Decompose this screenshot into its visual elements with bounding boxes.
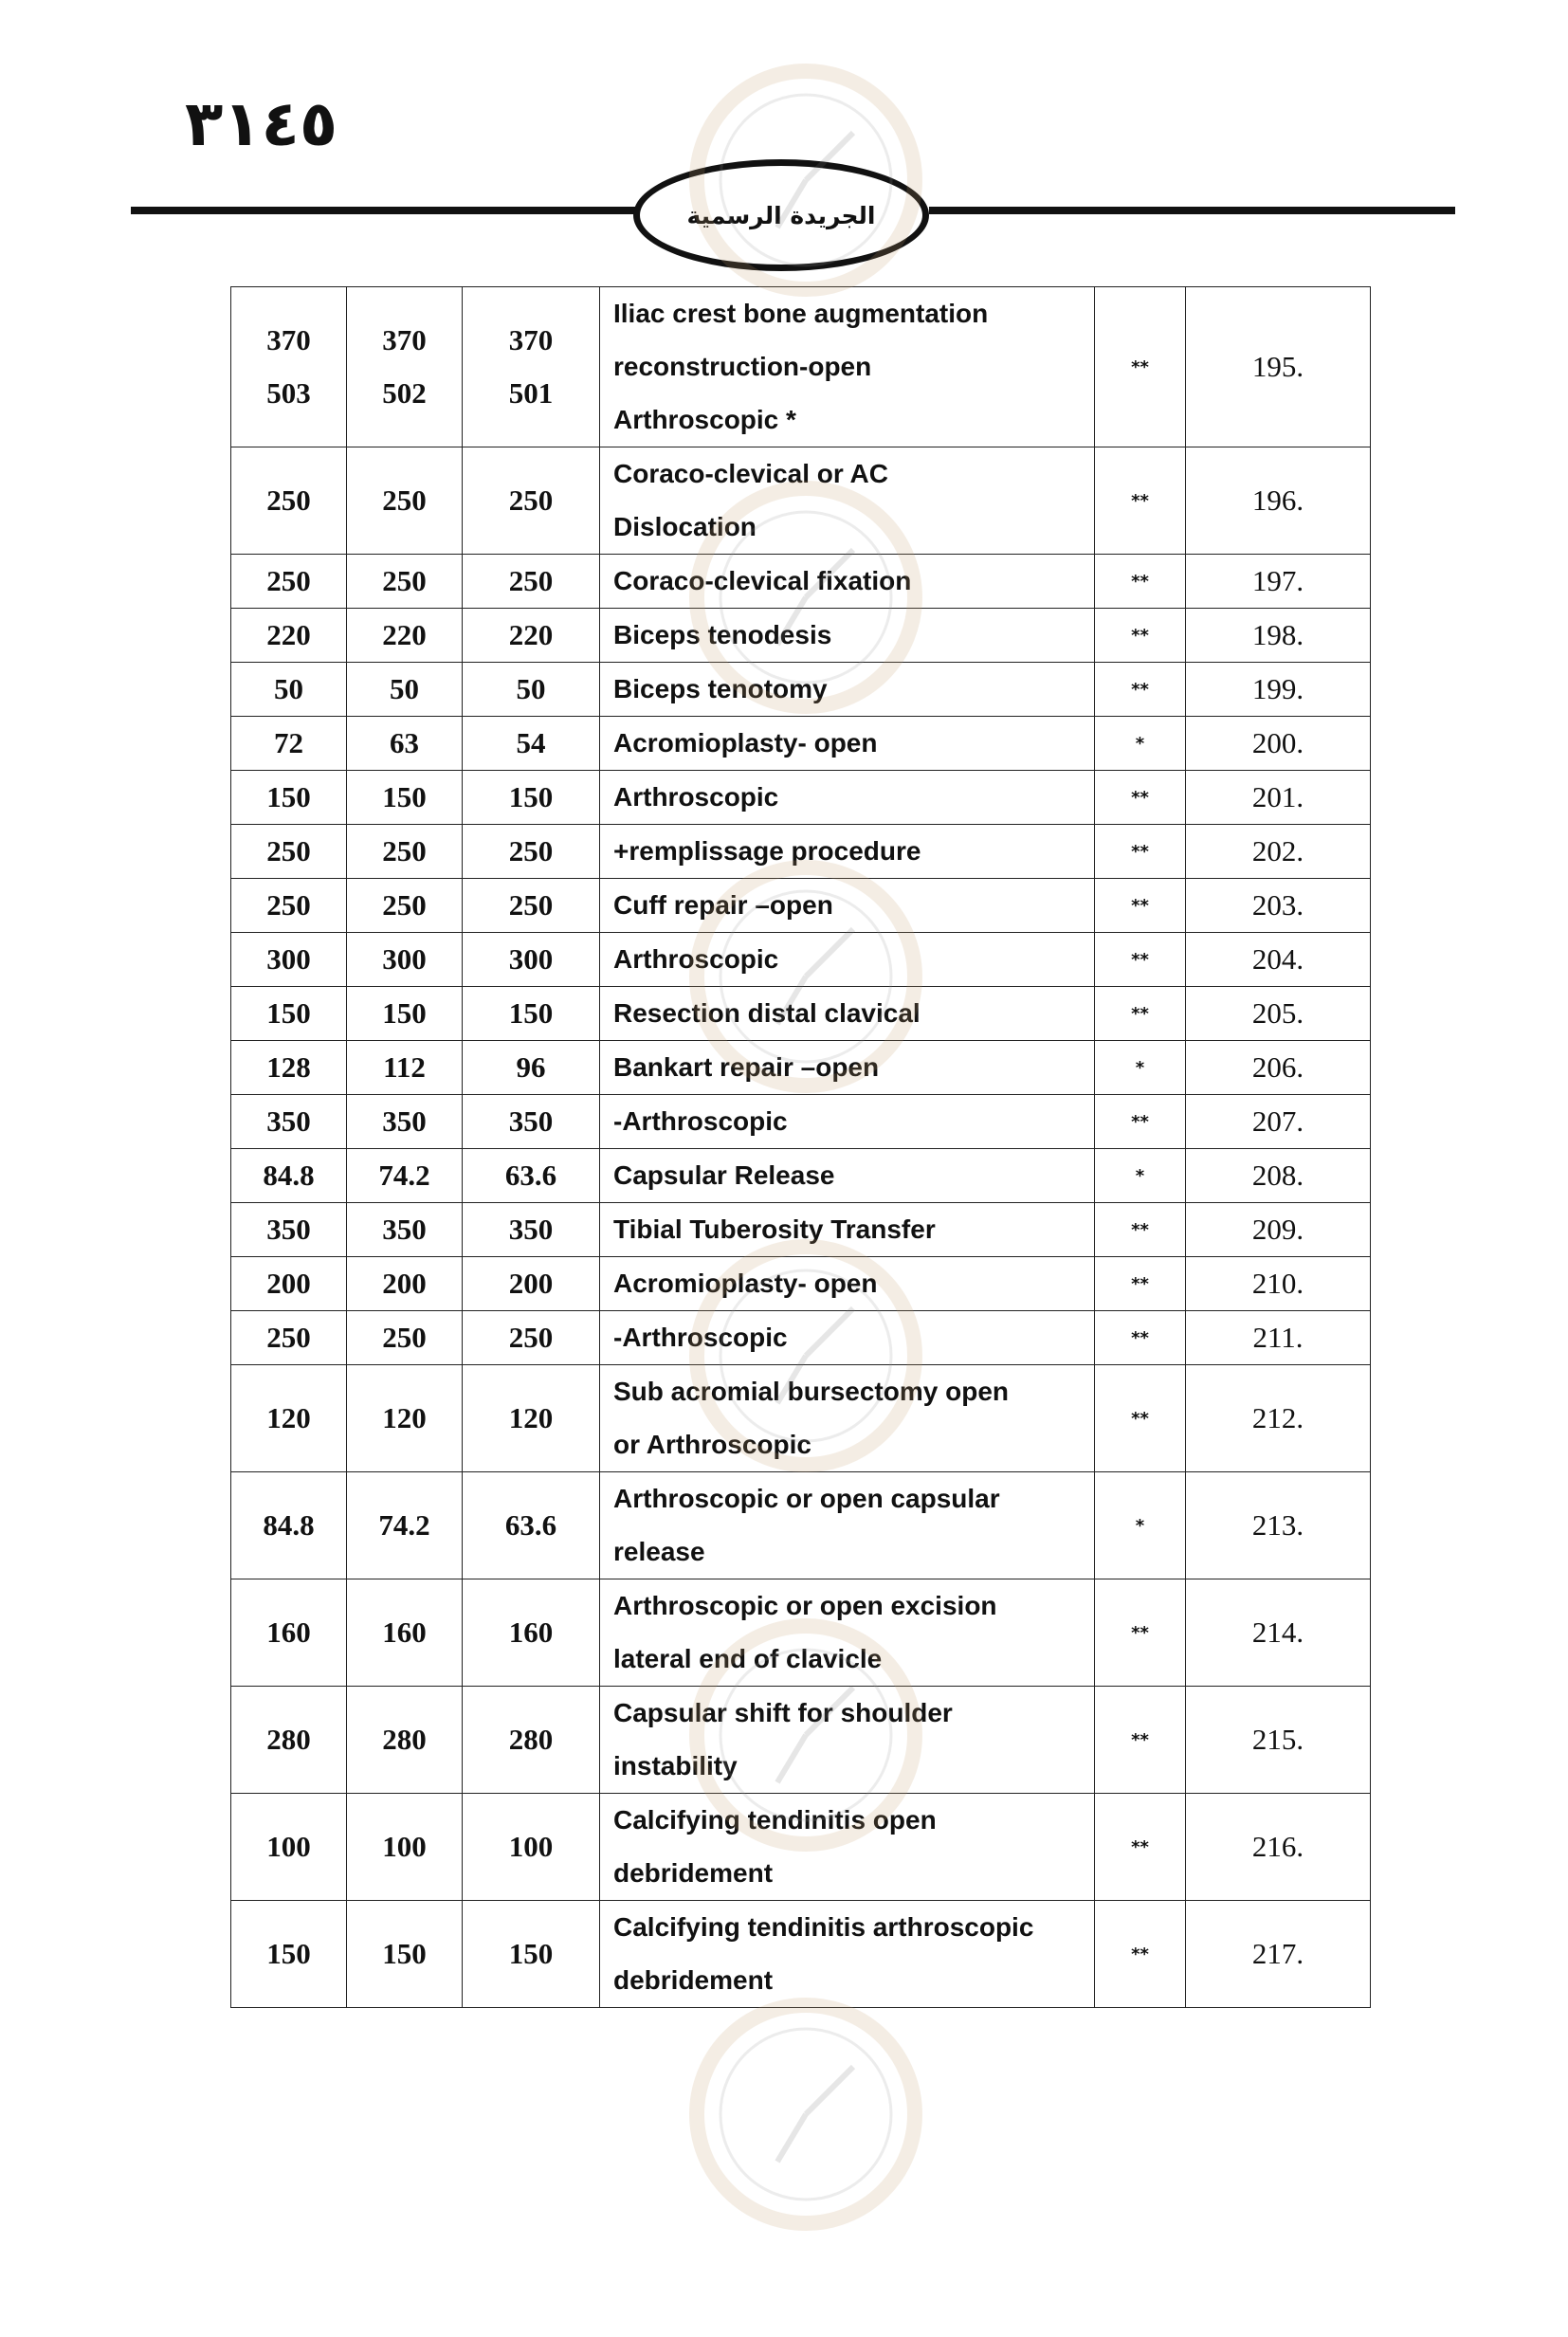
category-mark: ** — [1095, 287, 1186, 447]
table-row — [231, 663, 1371, 717]
category-mark: ** — [1095, 879, 1186, 933]
header-rule-left — [131, 207, 639, 214]
fee-cell-3 — [463, 1687, 600, 1794]
procedure-description — [600, 1579, 1095, 1687]
category-mark: ** — [1095, 1794, 1186, 1901]
fee-cell-1-value: 100 — [266, 1830, 311, 1863]
fee-cell-3-value: 63.6 — [504, 1159, 557, 1192]
category-mark: * — [1095, 717, 1186, 771]
fee-cell-2-value: 250 — [382, 888, 427, 922]
fee-cell-1-value: 300 — [266, 942, 311, 976]
procedure-description-line: -Arthroscopic — [613, 1323, 788, 1352]
table-row — [231, 1311, 1371, 1365]
fee-cell-1 — [231, 1041, 347, 1095]
fee-cell-3-value: 370 — [508, 323, 554, 356]
table-row — [231, 1257, 1371, 1311]
fee-cell-1 — [231, 663, 347, 717]
procedure-description-line: Capsular shift for shoulder — [613, 1698, 953, 1727]
fee-cell-2-value: 250 — [382, 1321, 427, 1354]
category-mark: ** — [1095, 1257, 1186, 1311]
row-index: 210. — [1186, 1257, 1371, 1311]
procedure-description-line: Arthroscopic * — [613, 405, 796, 434]
procedure-description-line: Iliac crest bone augmentation — [613, 299, 989, 328]
fee-cell-1-value: 250 — [266, 1321, 311, 1354]
row-index: 196. — [1186, 447, 1371, 555]
fee-cell-2 — [347, 1095, 463, 1149]
fee-cell-3 — [463, 1365, 600, 1472]
procedure-description — [600, 1901, 1095, 2008]
watermark-logo — [493, 1972, 1100, 2332]
fee-cell-2-value: 112 — [383, 1050, 426, 1084]
procedure-description-line: Arthroscopic — [613, 944, 779, 974]
fee-cell-2-value: 370 — [382, 323, 427, 356]
fee-cell-2 — [347, 1365, 463, 1472]
fee-cell-1-value: 220 — [266, 618, 311, 651]
fee-cell-2-value: 150 — [382, 780, 427, 813]
fee-cell-2 — [347, 1687, 463, 1794]
fee-cell-3 — [463, 447, 600, 555]
fee-cell-3 — [463, 717, 600, 771]
fee-cell-1 — [231, 879, 347, 933]
fee-cell-1-value: 84.8 — [263, 1508, 315, 1542]
fee-cell-2 — [347, 1794, 463, 1901]
table-row — [231, 1365, 1371, 1472]
fee-cell-2-value: 250 — [382, 484, 427, 517]
row-index: 201. — [1186, 771, 1371, 825]
table-row — [231, 1579, 1371, 1687]
procedure-description — [600, 447, 1095, 555]
table-row — [231, 1095, 1371, 1149]
category-mark: ** — [1095, 1687, 1186, 1794]
fee-cell-2-value: 150 — [382, 1937, 427, 1970]
fee-cell-1 — [231, 1365, 347, 1472]
row-index: 200. — [1186, 717, 1371, 771]
fee-cell-2 — [347, 1203, 463, 1257]
fee-cell-1 — [231, 555, 347, 609]
procedure-description-line: Bankart repair –open — [613, 1052, 880, 1082]
fee-cell-1-value: 200 — [266, 1267, 311, 1300]
fee-cell-2 — [347, 447, 463, 555]
procedure-description-line: +remplissage procedure — [613, 836, 921, 866]
category-mark: ** — [1095, 1311, 1186, 1365]
table-row — [231, 1794, 1371, 1901]
fee-cell-3 — [463, 1257, 600, 1311]
table-row — [231, 1149, 1371, 1203]
procedure-description — [600, 1203, 1095, 1257]
fee-cell-1 — [231, 1257, 347, 1311]
procedure-description-line: Arthroscopic or open capsular — [613, 1484, 1000, 1513]
row-index: 209. — [1186, 1203, 1371, 1257]
procedure-description-line: release — [613, 1537, 705, 1566]
fee-cell-3 — [463, 987, 600, 1041]
fee-cell-1 — [231, 609, 347, 663]
fee-cell-3 — [463, 1095, 600, 1149]
fee-cell-3-value: 250 — [508, 484, 554, 517]
fee-cell-2-value: 63 — [390, 726, 419, 759]
fee-cell-3 — [463, 287, 600, 447]
fee-cell-1 — [231, 1794, 347, 1901]
row-index: 203. — [1186, 879, 1371, 933]
procedure-description-line: or Arthroscopic — [613, 1430, 811, 1459]
fee-cell-1 — [231, 1203, 347, 1257]
fee-cell-3 — [463, 771, 600, 825]
fee-cell-3-value: 120 — [508, 1401, 554, 1434]
fee-cell-1-value: 280 — [266, 1723, 311, 1756]
table-row — [231, 1901, 1371, 2008]
procedure-description-line: Calcifying tendinitis open — [613, 1805, 937, 1835]
row-index: 213. — [1186, 1472, 1371, 1579]
fee-cell-2-value: 120 — [382, 1401, 427, 1434]
fee-cell-2 — [347, 879, 463, 933]
clock-icon — [493, 1972, 1100, 2332]
category-mark: ** — [1095, 447, 1186, 555]
procedure-description-line: Dislocation — [613, 512, 757, 541]
fee-cell-3-value: 350 — [508, 1105, 554, 1138]
table-row — [231, 1203, 1371, 1257]
fee-cell-1-value: 250 — [266, 484, 311, 517]
fee-cell-1-value: 250 — [266, 834, 311, 867]
procedure-description — [600, 555, 1095, 609]
fee-cell-3-value: 501 — [508, 376, 554, 410]
fee-cell-1-value: 160 — [266, 1616, 311, 1649]
fee-cell-1 — [231, 1095, 347, 1149]
fee-cell-1-value: 72 — [274, 726, 303, 759]
fee-cell-3-value: 250 — [508, 834, 554, 867]
procedure-description-line: Coraco-clevical or AC — [613, 459, 888, 488]
procedure-description-line: Biceps tenodesis — [613, 620, 832, 649]
procedure-description-line: Tibial Tuberosity Transfer — [613, 1214, 936, 1244]
procedure-description — [600, 879, 1095, 933]
procedure-description — [600, 1041, 1095, 1095]
fee-cell-3-value: 220 — [508, 618, 554, 651]
fee-cell-3 — [463, 1311, 600, 1365]
fee-table-container — [230, 286, 1370, 2008]
row-index: 212. — [1186, 1365, 1371, 1472]
fee-cell-2-value: 74.2 — [378, 1508, 430, 1542]
procedure-description-line: lateral end of clavicle — [613, 1644, 883, 1673]
procedure-description — [600, 663, 1095, 717]
procedure-description-line: debridement — [613, 1858, 774, 1888]
table-row — [231, 447, 1371, 555]
fee-cell-2-value: 350 — [382, 1105, 427, 1138]
fee-cell-1-value: 503 — [266, 376, 311, 410]
fee-cell-1-value: 350 — [266, 1213, 311, 1246]
row-index: 199. — [1186, 663, 1371, 717]
fee-cell-1 — [231, 1579, 347, 1687]
row-index: 206. — [1186, 1041, 1371, 1095]
procedure-description-line: Sub acromial bursectomy open — [613, 1377, 1009, 1406]
fee-cell-3-value: 280 — [508, 1723, 554, 1756]
fee-cell-3-value: 160 — [508, 1616, 554, 1649]
table-row — [231, 609, 1371, 663]
category-mark: * — [1095, 1472, 1186, 1579]
procedure-description-line: Arthroscopic or open excision — [613, 1591, 997, 1620]
table-row — [231, 825, 1371, 879]
fee-cell-1 — [231, 717, 347, 771]
row-index: 207. — [1186, 1095, 1371, 1149]
procedure-description — [600, 1311, 1095, 1365]
fee-cell-3-value: 200 — [508, 1267, 554, 1300]
fee-cell-2 — [347, 1579, 463, 1687]
category-mark: ** — [1095, 1579, 1186, 1687]
table-row — [231, 287, 1371, 447]
procedure-description — [600, 1472, 1095, 1579]
fee-cell-3 — [463, 1794, 600, 1901]
category-mark: ** — [1095, 771, 1186, 825]
fee-cell-1-value: 370 — [266, 323, 311, 356]
table-row — [231, 717, 1371, 771]
fee-cell-3 — [463, 825, 600, 879]
fee-cell-2 — [347, 1149, 463, 1203]
fee-cell-3-value: 350 — [508, 1213, 554, 1246]
row-index: 197. — [1186, 555, 1371, 609]
fee-cell-2-value: 502 — [382, 376, 427, 410]
fee-cell-1-value: 128 — [266, 1050, 311, 1084]
fee-cell-2 — [347, 933, 463, 987]
gazette-title: الجريدة الرسمية — [686, 201, 876, 229]
fee-cell-1 — [231, 933, 347, 987]
fee-table-body — [231, 287, 1371, 2008]
fee-cell-3-value: 150 — [508, 780, 554, 813]
procedure-description — [600, 987, 1095, 1041]
fee-cell-1 — [231, 987, 347, 1041]
fee-cell-2-value: 74.2 — [378, 1159, 430, 1192]
fee-cell-2 — [347, 609, 463, 663]
fee-cell-3-value: 250 — [508, 1321, 554, 1354]
fee-cell-3-value: 150 — [508, 1937, 554, 1970]
procedure-description-line: reconstruction-open — [613, 352, 872, 381]
row-index: 195. — [1186, 287, 1371, 447]
procedure-description — [600, 1365, 1095, 1472]
fee-cell-3-value: 96 — [516, 1050, 546, 1084]
procedure-description — [600, 1687, 1095, 1794]
fee-cell-2 — [347, 555, 463, 609]
fee-cell-2-value: 150 — [382, 996, 427, 1030]
fee-cell-3-value: 150 — [508, 996, 554, 1030]
fee-cell-3-value: 54 — [516, 726, 546, 759]
fee-cell-2-value: 160 — [382, 1616, 427, 1649]
fee-cell-1-value: 150 — [266, 1937, 311, 1970]
fee-cell-3 — [463, 1579, 600, 1687]
row-index: 216. — [1186, 1794, 1371, 1901]
fee-cell-1 — [231, 825, 347, 879]
fee-cell-1-value: 120 — [266, 1401, 311, 1434]
fee-cell-2 — [347, 825, 463, 879]
category-mark: ** — [1095, 555, 1186, 609]
procedure-description — [600, 771, 1095, 825]
row-index: 204. — [1186, 933, 1371, 987]
fee-cell-3 — [463, 663, 600, 717]
fee-cell-3 — [463, 1203, 600, 1257]
procedure-description-line: Biceps tenotomy — [613, 674, 828, 703]
fee-cell-2 — [347, 1901, 463, 2008]
fee-cell-1 — [231, 1311, 347, 1365]
procedure-description — [600, 717, 1095, 771]
table-row — [231, 1041, 1371, 1095]
fee-cell-1-value: 150 — [266, 996, 311, 1030]
fee-cell-2 — [347, 717, 463, 771]
fee-cell-2 — [347, 287, 463, 447]
table-row — [231, 987, 1371, 1041]
fee-cell-1 — [231, 1149, 347, 1203]
fee-cell-3 — [463, 1041, 600, 1095]
fee-cell-2-value: 280 — [382, 1723, 427, 1756]
procedure-description — [600, 287, 1095, 447]
fee-cell-1 — [231, 287, 347, 447]
gazette-title-oval — [633, 159, 929, 271]
fee-cell-2-value: 350 — [382, 1213, 427, 1246]
fee-cell-3-value: 300 — [508, 942, 554, 976]
row-index: 208. — [1186, 1149, 1371, 1203]
fee-cell-3 — [463, 1149, 600, 1203]
table-row — [231, 1687, 1371, 1794]
procedure-description-line: Capsular Release — [613, 1160, 835, 1190]
row-index: 205. — [1186, 987, 1371, 1041]
procedure-description — [600, 933, 1095, 987]
fee-cell-3 — [463, 1472, 600, 1579]
procedure-description-line: -Arthroscopic — [613, 1106, 788, 1136]
category-mark: ** — [1095, 1203, 1186, 1257]
fee-cell-2-value: 100 — [382, 1830, 427, 1863]
row-index: 211. — [1186, 1311, 1371, 1365]
fee-cell-2-value: 200 — [382, 1267, 427, 1300]
category-mark: ** — [1095, 933, 1186, 987]
row-index: 202. — [1186, 825, 1371, 879]
procedure-description-line: Coraco-clevical fixation — [613, 566, 912, 595]
fee-cell-3-value: 50 — [516, 672, 546, 705]
row-index: 215. — [1186, 1687, 1371, 1794]
fee-cell-1 — [231, 1472, 347, 1579]
fee-cell-2-value: 250 — [382, 834, 427, 867]
table-row — [231, 555, 1371, 609]
fee-cell-3-value: 100 — [508, 1830, 554, 1863]
procedure-description-line: Acromioplasty- open — [613, 1269, 878, 1298]
procedure-description — [600, 609, 1095, 663]
fee-cell-1 — [231, 447, 347, 555]
fee-cell-2 — [347, 1257, 463, 1311]
category-mark: ** — [1095, 1095, 1186, 1149]
table-row — [231, 879, 1371, 933]
procedure-description — [600, 1794, 1095, 1901]
category-mark: * — [1095, 1041, 1186, 1095]
fee-cell-2 — [347, 987, 463, 1041]
procedure-description-line: instability — [613, 1751, 738, 1780]
fee-cell-1 — [231, 1901, 347, 2008]
fee-cell-2 — [347, 1041, 463, 1095]
fee-cell-3 — [463, 555, 600, 609]
table-row — [231, 933, 1371, 987]
category-mark: ** — [1095, 825, 1186, 879]
category-mark: ** — [1095, 987, 1186, 1041]
table-row — [231, 1472, 1371, 1579]
fee-cell-3 — [463, 879, 600, 933]
header-rule-right — [929, 207, 1455, 214]
fee-cell-3-value: 250 — [508, 564, 554, 597]
procedure-description — [600, 1257, 1095, 1311]
fee-cell-1 — [231, 771, 347, 825]
row-index: 198. — [1186, 609, 1371, 663]
category-mark: * — [1095, 1149, 1186, 1203]
fee-cell-1 — [231, 1687, 347, 1794]
procedure-description-line: Cuff repair –open — [613, 890, 833, 920]
table-row — [231, 771, 1371, 825]
fee-table — [230, 286, 1371, 2008]
fee-cell-2 — [347, 771, 463, 825]
fee-cell-1-value: 250 — [266, 888, 311, 922]
row-index: 217. — [1186, 1901, 1371, 2008]
procedure-description-line: Resection distal clavical — [613, 998, 921, 1028]
category-mark: ** — [1095, 1901, 1186, 2008]
fee-cell-2 — [347, 1311, 463, 1365]
fee-cell-3-value: 250 — [508, 888, 554, 922]
fee-cell-2 — [347, 1472, 463, 1579]
fee-cell-1-value: 84.8 — [263, 1159, 315, 1192]
category-mark: ** — [1095, 663, 1186, 717]
page-number: ٣١٤٥ — [185, 87, 338, 160]
fee-cell-2-value: 250 — [382, 564, 427, 597]
procedure-description-line: Acromioplasty- open — [613, 728, 878, 758]
procedure-description-line: debridement — [613, 1965, 774, 1995]
fee-cell-2-value: 300 — [382, 942, 427, 976]
fee-cell-3 — [463, 609, 600, 663]
fee-cell-2-value: 220 — [382, 618, 427, 651]
fee-cell-1-value: 50 — [274, 672, 303, 705]
fee-cell-1-value: 350 — [266, 1105, 311, 1138]
fee-cell-1-value: 250 — [266, 564, 311, 597]
fee-cell-3 — [463, 1901, 600, 2008]
category-mark: ** — [1095, 1365, 1186, 1472]
fee-cell-1-value: 150 — [266, 780, 311, 813]
fee-cell-3-value: 63.6 — [504, 1508, 557, 1542]
procedure-description — [600, 1095, 1095, 1149]
procedure-description-line: Arthroscopic — [613, 782, 779, 812]
procedure-description — [600, 1149, 1095, 1203]
category-mark: ** — [1095, 609, 1186, 663]
procedure-description-line: Calcifying tendinitis arthroscopic — [613, 1912, 1034, 1942]
row-index: 214. — [1186, 1579, 1371, 1687]
fee-cell-2-value: 50 — [390, 672, 419, 705]
fee-cell-3 — [463, 933, 600, 987]
fee-cell-2 — [347, 663, 463, 717]
procedure-description — [600, 825, 1095, 879]
